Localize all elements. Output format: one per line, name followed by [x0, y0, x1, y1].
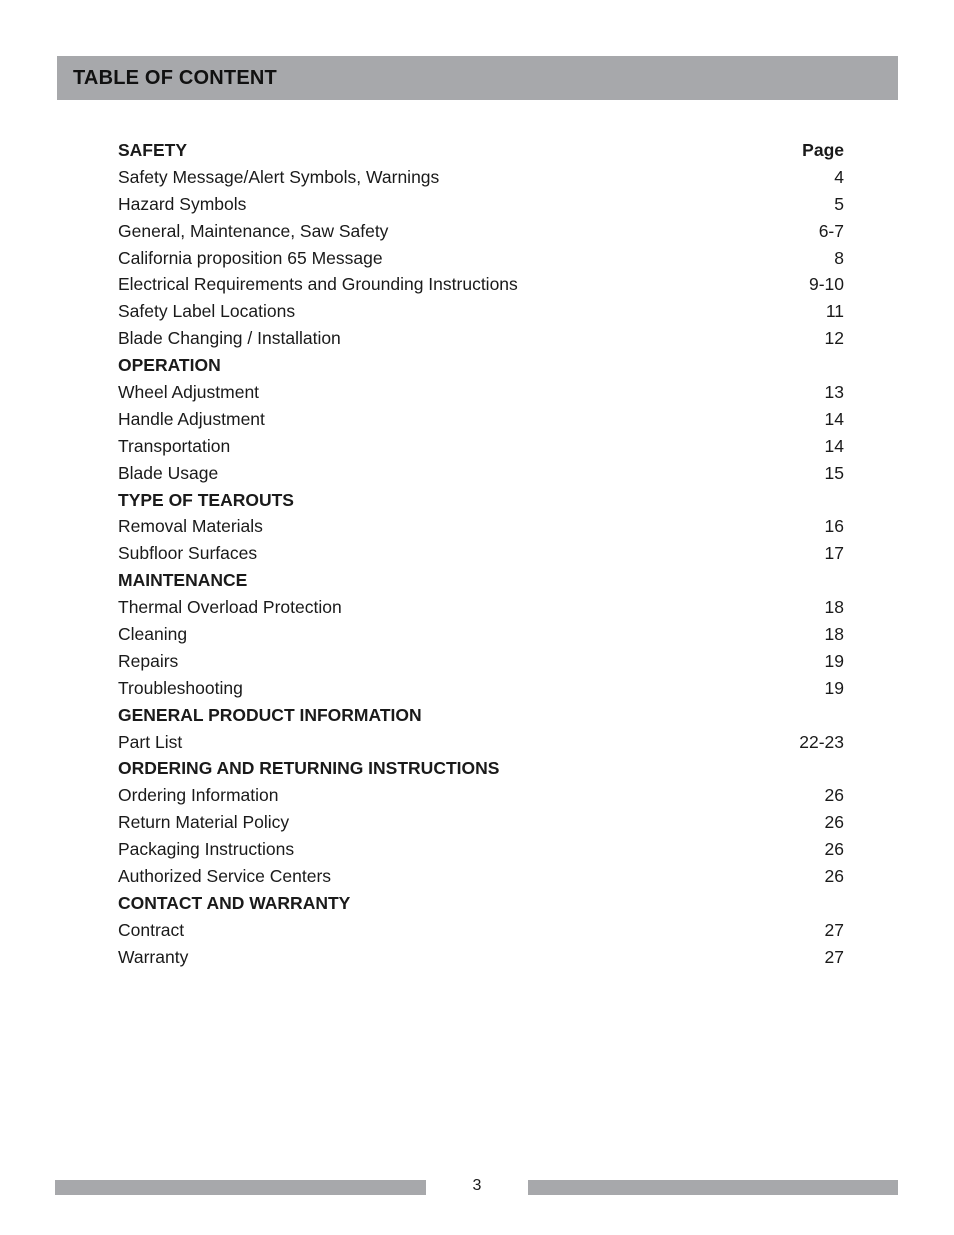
toc-entry [118, 379, 844, 406]
entry-title: Troubleshooting [118, 677, 243, 698]
toc-entry [118, 863, 844, 890]
page-ref: 6-7 [818, 220, 844, 241]
toc-section-heading [118, 702, 844, 729]
entry-title: Repairs [118, 650, 179, 671]
section-title: ORDERING AND RETURNING INSTRUCTIONS [118, 758, 500, 779]
page-ref: 8 [834, 247, 844, 268]
page-ref: 9-10 [808, 274, 844, 295]
page-ref: 16 [824, 516, 844, 537]
entry-title: Subfloor Surfaces [118, 543, 258, 564]
toc-entry [118, 917, 844, 944]
entry-title: Cleaning [118, 624, 188, 645]
footer-bar-right [528, 1180, 898, 1195]
entry-title: Authorized Service Centers [118, 866, 332, 887]
entry-title: Packaging Instructions [118, 839, 295, 860]
section-title: SAFETY [118, 140, 188, 160]
footer-bar-left [55, 1180, 426, 1195]
section-title: GENERAL PRODUCT INFORMATION [118, 704, 422, 725]
toc-entry [118, 460, 844, 487]
toc-entry [118, 621, 844, 648]
entry-title: Safety Label Locations [118, 301, 296, 322]
toc-entry [118, 245, 844, 272]
page-ref: 27 [824, 946, 844, 967]
section-title: CONTACT AND WARRANTY [118, 892, 351, 913]
page-ref: 12 [824, 328, 844, 349]
page-ref: 19 [824, 650, 844, 671]
page-ref: Page [802, 140, 844, 160]
page-ref: 18 [824, 624, 844, 645]
toc-section-heading [118, 755, 844, 782]
entry-title: Part List [118, 731, 183, 752]
toc-entry [118, 191, 844, 218]
page-ref: 26 [824, 785, 844, 806]
entry-title: Safety Message/Alert Symbols, Warnings [118, 166, 440, 187]
page-ref: 14 [824, 408, 844, 429]
page-ref: 17 [824, 543, 844, 564]
toc-entry [118, 271, 844, 298]
entry-title: Electrical Requirements and Grounding Instructions [118, 274, 518, 295]
entry-title: Blade Changing / Installation [118, 328, 341, 349]
entry-title: General, Maintenance, Saw Safety [118, 220, 389, 241]
toc-section-heading [118, 137, 844, 164]
entry-title: Contract [118, 919, 185, 940]
page-ref: 13 [824, 382, 844, 403]
toc-entry [118, 594, 844, 621]
entry-title: Hazard Symbols [118, 193, 247, 214]
entry-title: Ordering Information [118, 785, 279, 806]
toc-entry [118, 218, 844, 245]
toc-entry [118, 325, 844, 352]
toc-entry [118, 540, 844, 567]
toc-entry [118, 944, 844, 971]
table-of-contents [118, 137, 844, 971]
section-title: TYPE OF TEAROUTS [118, 489, 294, 510]
toc-entry [118, 406, 844, 433]
toc-entry [118, 729, 844, 756]
toc-entry [118, 836, 844, 863]
toc-entry [118, 809, 844, 836]
page-ref: 5 [834, 193, 844, 214]
toc-entry [118, 513, 844, 540]
toc-entry [118, 433, 844, 460]
page-ref: 27 [824, 919, 844, 940]
section-title: MAINTENANCE [118, 570, 248, 591]
section-title: OPERATION [118, 355, 221, 376]
toc-section-heading [118, 890, 844, 917]
page-ref: 4 [834, 166, 844, 187]
page-ref: 26 [824, 839, 844, 860]
entry-title: Thermal Overload Protection [118, 597, 342, 618]
page-title: TABLE OF CONTENT [73, 66, 277, 89]
toc-entry [118, 648, 844, 675]
toc-section-heading [118, 567, 844, 594]
toc-entry [118, 675, 844, 702]
page-ref: 19 [824, 677, 844, 698]
entry-title: Wheel Adjustment [118, 382, 260, 403]
header-bar [57, 56, 898, 100]
entry-title: Blade Usage [118, 462, 219, 483]
toc-section-heading [118, 487, 844, 514]
entry-title: Handle Adjustment [118, 408, 265, 429]
page-ref: 15 [824, 462, 844, 483]
toc-entry [118, 782, 844, 809]
entry-title: Transportation [118, 435, 231, 456]
toc-entry [118, 298, 844, 325]
page-ref: 14 [824, 435, 844, 456]
page-ref: 18 [824, 597, 844, 618]
page-ref: 11 [825, 301, 844, 322]
toc-section-heading [118, 352, 844, 379]
page-number: 3 [472, 1177, 482, 1194]
toc-entry [118, 164, 844, 191]
page-ref: 26 [824, 866, 844, 887]
entry-title: Return Material Policy [118, 812, 290, 833]
entry-title: Removal Materials [118, 516, 263, 537]
page-ref: 22-23 [799, 731, 844, 752]
entry-title: California proposition 65 Message [118, 247, 383, 268]
entry-title: Warranty [118, 946, 189, 967]
page-ref: 26 [824, 812, 844, 833]
